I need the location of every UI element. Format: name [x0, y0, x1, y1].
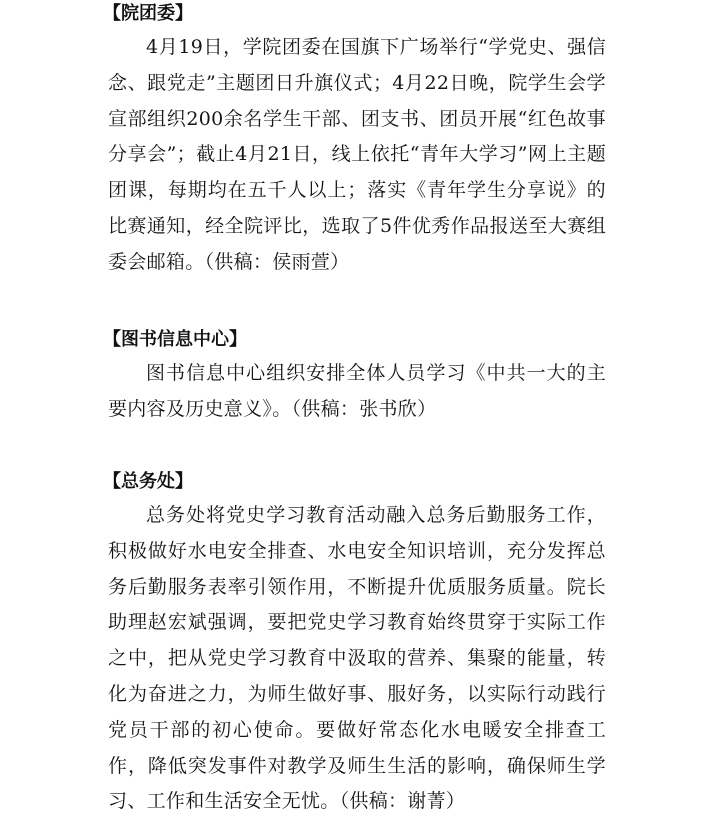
section-body: 总务处将党史学习教育活动融入总务后勤服务工作，积极做好水电安全排查、水电安全知识培训，充分发挥总务后勤服务表率引领作用，不断提升优质服务质量。院长助理赵宏斌强调，要把党史学习教育始终贯穿于实际工作之中，把从党史学习教育中汲取的营养、集聚的能量，转化为奋进之力，为师生做好事、服好务，以实际行动践行党员干部的初心使命。要做好常态化水电暖安全排查工作，降低突发事件对教学及师生生活的影响，确保师生学习、工作和生活安全无忧。（供稿：谢菁） [108, 504, 606, 813]
section-title: 【图书信息中心】 [103, 329, 247, 350]
section-title: 【总务处】 [103, 471, 193, 492]
section-body: 图书信息中心组织安排全体人员学习《中共一大的主要内容及历史意义》。（供稿：张书欣） [108, 362, 606, 420]
section-body: 4月19日，学院团委在国旗下广场举行“学党史、强信念、跟党走”主题团日升旗仪式；4月22日晚，院学生会学宣部组织200余名学生干部、团支书、团员开展“红色故事分享会”；截止4月21日，线上依托“青年大学习”网上主题团课，每期均在五千人以上；落实《青年学生分享说》的比赛通知，经全院评比，选取了5件优秀作品报送至大赛组委会邮箱。（供稿：侯雨萱） [108, 36, 606, 273]
section-title: 【院团委】 [103, 3, 193, 24]
